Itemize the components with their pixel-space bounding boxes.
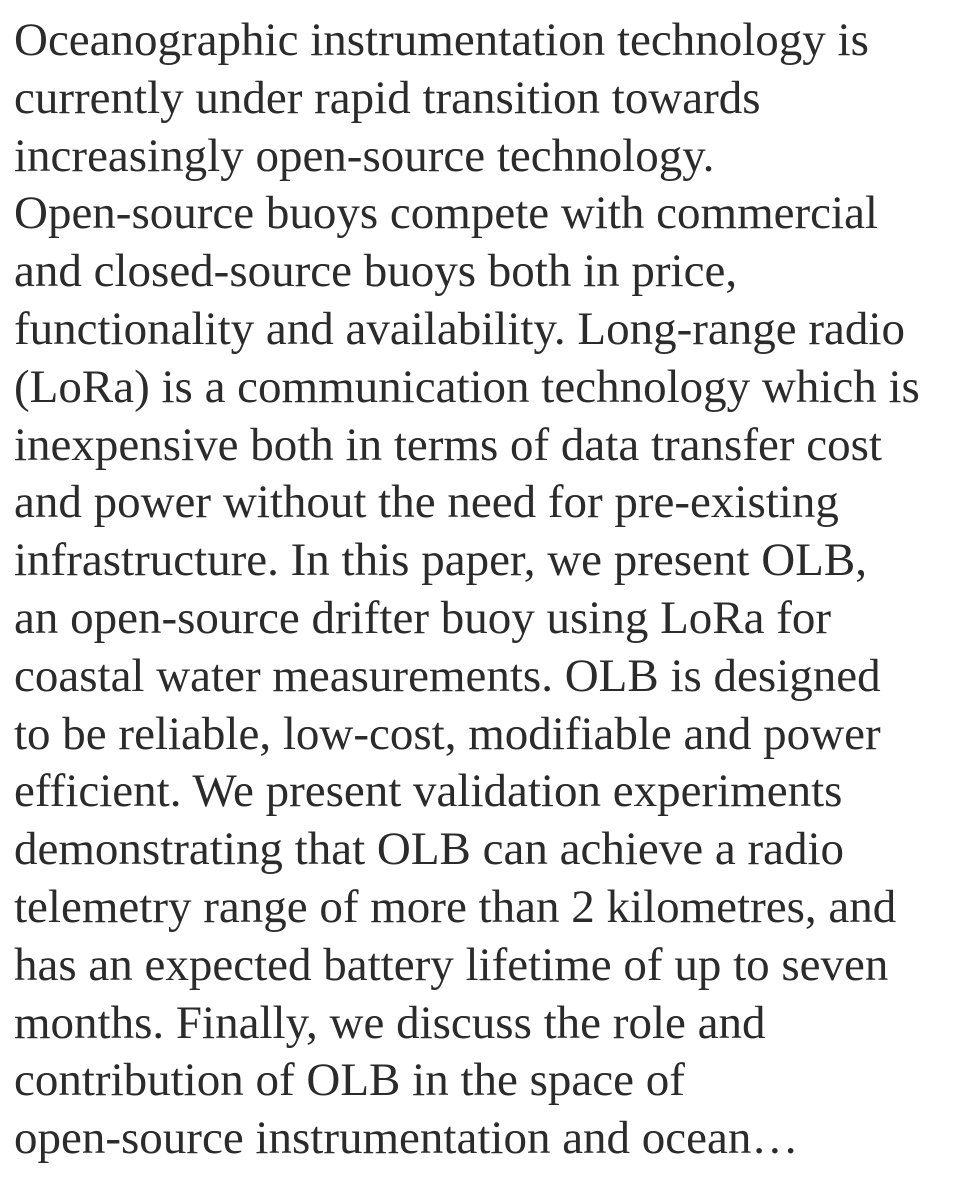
abstract-line: currently under rapid transition towards bbox=[14, 71, 761, 124]
abstract-line: increasingly open-source technology. bbox=[14, 129, 715, 182]
abstract-line: infrastructure. In this paper, we present OLB, bbox=[14, 534, 867, 587]
abstract-line: contribution of OLB in the space of bbox=[14, 1054, 685, 1107]
abstract-line: open-source instrumentation and ocean… bbox=[14, 1112, 799, 1165]
abstract-line: an open-source drifter buoy using LoRa for bbox=[14, 591, 832, 644]
abstract-line: efficient. We present validation experiments bbox=[14, 765, 843, 818]
abstract-line: has an expected battery lifetime of up to seven bbox=[14, 938, 889, 991]
abstract-line: functionality and availability. Long-range radio bbox=[14, 302, 905, 355]
abstract-text bbox=[14, 12, 954, 1168]
abstract-line: Open-source buoys compete with commercial bbox=[14, 187, 878, 240]
abstract-line: demonstrating that OLB can achieve a radio bbox=[14, 823, 845, 876]
abstract-line: telemetry range of more than 2 kilometres, and bbox=[14, 880, 897, 933]
abstract-line: to be reliable, low-cost, modifiable and power bbox=[14, 707, 881, 760]
abstract-line: and power without the need for pre-existing bbox=[14, 476, 839, 529]
abstract-line: (LoRa) is a communication technology which is bbox=[14, 360, 920, 413]
abstract-line: Oceanographic instrumentation technology is bbox=[14, 14, 869, 66]
abstract-line: and closed-source buoys both in price, bbox=[14, 245, 738, 298]
abstract-line: inexpensive both in terms of data transfer cost bbox=[14, 418, 882, 471]
abstract-line: months. Finally, we discuss the role and bbox=[14, 996, 766, 1049]
abstract-line: coastal water measurements. OLB is designed bbox=[14, 649, 881, 702]
